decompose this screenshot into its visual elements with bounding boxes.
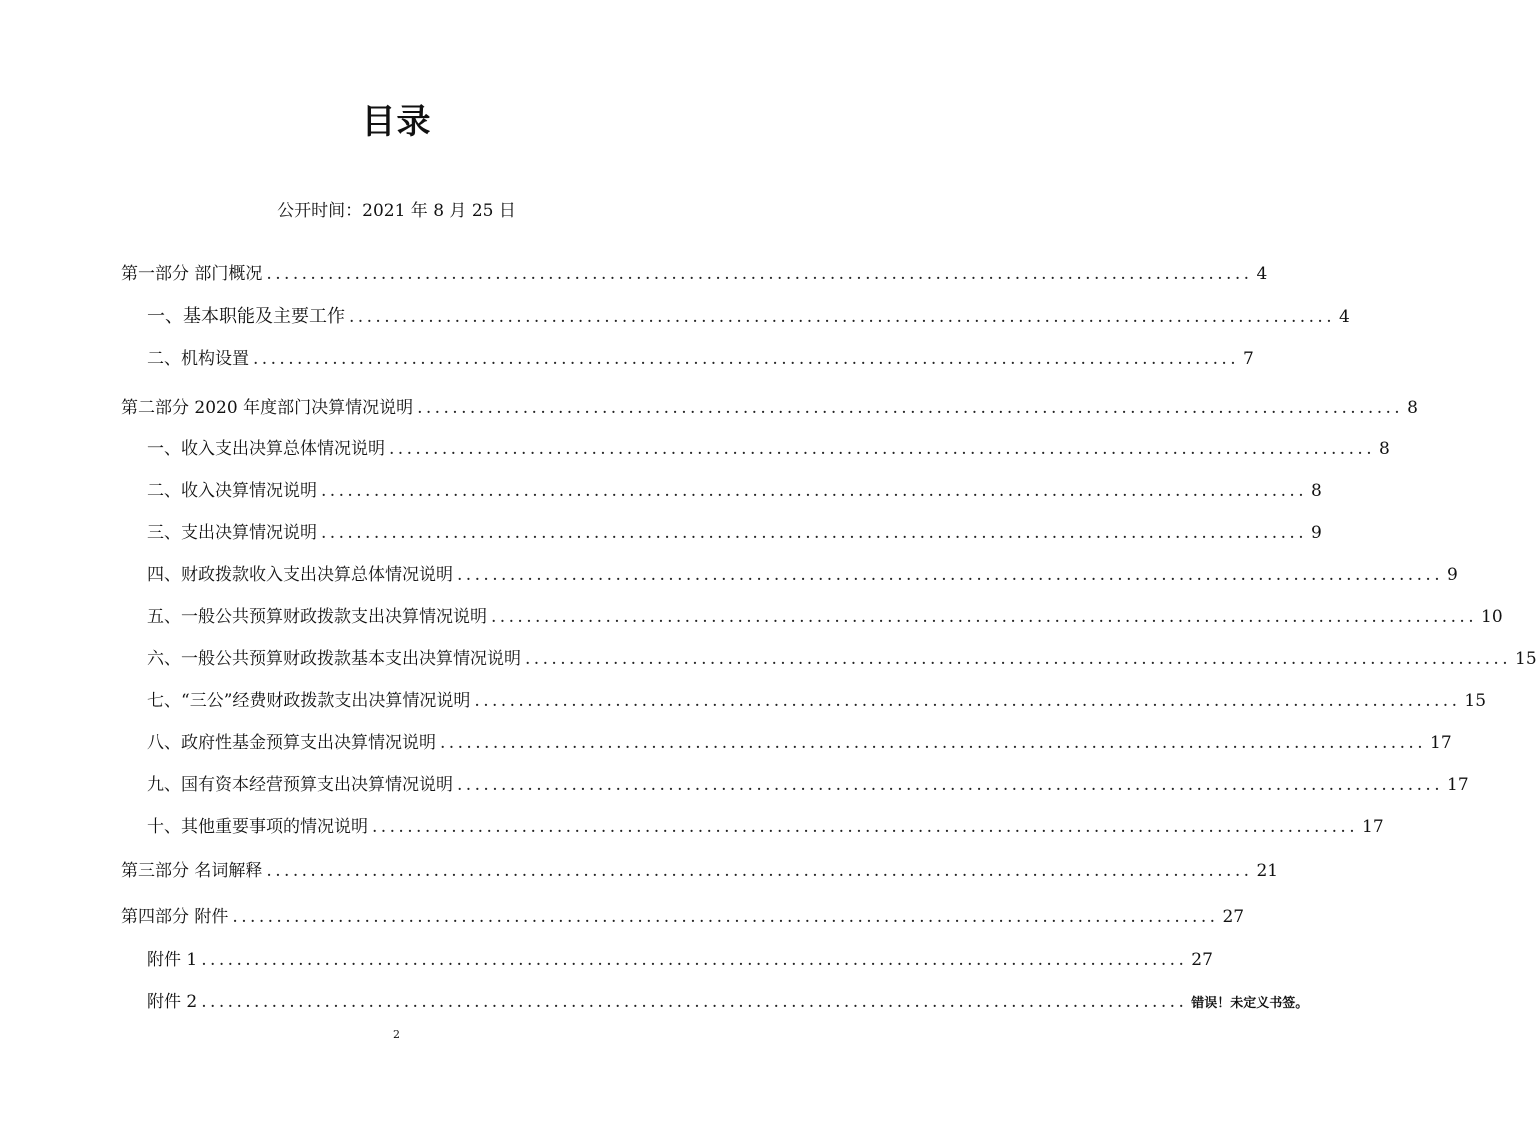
publish-date: 公开时间：2021 年 8 月 25 日 (277, 201, 516, 221)
toc-dot-leader: ................................................................................................................ (201, 992, 1188, 1012)
toc-dot-leader: ................................................................................................................ (389, 439, 1376, 459)
page-number: 2 (393, 1028, 400, 1041)
toc-entry-2-5[interactable] (147, 605, 1503, 629)
toc-page-number: 15 (1464, 691, 1487, 711)
toc-page-number: 7 (1243, 349, 1254, 369)
toc-entry-2-2[interactable] (147, 479, 1322, 503)
toc-dot-leader: ................................................................................................................ (474, 691, 1461, 711)
toc-page-number: 8 (1311, 481, 1322, 501)
toc-entry-part-1[interactable] (121, 262, 1268, 286)
toc-dot-leader: ................................................................................................................ (253, 349, 1240, 369)
toc-entry-2-10[interactable] (147, 815, 1384, 839)
toc-page-number: 8 (1407, 398, 1418, 418)
toc-entry-2-1[interactable] (147, 437, 1390, 461)
toc-entry-text: 第二部分 2020 年度部门决算情况说明 (121, 398, 414, 418)
toc-entry-text: 一、收入支出决算总体情况说明 (147, 439, 385, 459)
toc-dot-leader: ................................................................................................................ (457, 775, 1444, 795)
toc-entry-text: 二、机构设置 (147, 349, 249, 369)
toc-entry-2-7[interactable] (147, 689, 1487, 713)
toc-entry-text: 八、政府性基金预算支出决算情况说明 (147, 733, 436, 753)
toc-page-number: 4 (1256, 264, 1268, 284)
toc-entry-text: 附件 2 (147, 992, 198, 1012)
toc-dot-leader: ................................................................................................................ (372, 817, 1359, 837)
toc-entry-2-8[interactable] (147, 731, 1452, 755)
toc-page-number: 17 (1430, 733, 1452, 753)
toc-entry-2-6[interactable] (147, 647, 1537, 671)
toc-entry-text: 第三部分 名词解释 (121, 861, 263, 881)
toc-entry-part-3[interactable] (121, 859, 1279, 883)
toc-entry-text: 附件 1 (147, 950, 198, 970)
toc-page-number: 15 (1515, 649, 1537, 669)
toc-page-number: 8 (1379, 439, 1390, 459)
toc-entry-text: 六、一般公共预算财政拨款基本支出决算情况说明 (147, 649, 521, 669)
toc-entry-1-1[interactable] (147, 305, 1350, 329)
toc-entry-2-3[interactable] (147, 521, 1322, 545)
toc-entry-2-4[interactable] (147, 563, 1458, 587)
toc-page-number: 10 (1481, 607, 1503, 627)
toc-entry-text: 第四部分 附件 (121, 907, 229, 927)
toc-dot-leader: ................................................................................................................ (525, 649, 1512, 669)
toc-dot-leader: ................................................................................................................ (321, 481, 1308, 501)
toc-entry-text: 四、财政拨款收入支出决算总体情况说明 (147, 565, 453, 585)
toc-dot-leader: ................................................................................................................ (440, 733, 1427, 753)
toc-entry-text: 十、其他重要事项的情况说明 (147, 817, 368, 837)
toc-entry-text: 第一部分 部门概况 (121, 264, 263, 284)
toc-page-number: 27 (1222, 907, 1245, 927)
toc-dot-leader: ................................................................................................................ (321, 523, 1308, 543)
toc-entry-text: 七、“三公”经费财政拨款支出决算情况说明 (147, 691, 471, 711)
toc-entry-text: 二、收入决算情况说明 (147, 481, 317, 501)
toc-dot-leader: ................................................................................................................ (491, 607, 1478, 627)
toc-bookmark-error: 错误！未定义书签。 (1191, 996, 1309, 1011)
page-title: 目录 (361, 102, 432, 142)
toc-entry-part-2[interactable] (121, 396, 1418, 420)
toc-dot-leader: ................................................................................................................ (349, 307, 1336, 327)
toc-page-number: 27 (1191, 950, 1213, 970)
toc-page-number: 17 (1447, 775, 1469, 795)
toc-dot-leader: ................................................................................................................ (266, 861, 1253, 881)
toc-page-number: 17 (1362, 817, 1384, 837)
toc-entry-4-2[interactable] (147, 990, 1309, 1014)
toc-entry-text: 一、基本职能及主要工作 (147, 306, 345, 327)
toc-entry-text: 五、一般公共预算财政拨款支出决算情况说明 (147, 607, 487, 627)
toc-entry-2-9[interactable] (147, 773, 1469, 797)
toc-entry-text: 九、国有资本经营预算支出决算情况说明 (147, 775, 453, 795)
toc-dot-leader: ................................................................................................................ (201, 950, 1188, 970)
toc-dot-leader: ................................................................................................................ (417, 398, 1404, 418)
toc-page-number: 9 (1311, 523, 1322, 543)
toc-dot-leader: ................................................................................................................ (457, 565, 1444, 585)
toc-dot-leader: ................................................................................................................ (266, 264, 1253, 284)
toc-entry-4-1[interactable] (147, 948, 1213, 972)
toc-entry-part-4[interactable] (121, 905, 1245, 929)
toc-page-number: 9 (1447, 565, 1458, 585)
toc-page-number: 4 (1339, 307, 1350, 327)
toc-entry-text: 三、支出决算情况说明 (147, 523, 317, 543)
toc-page-number: 21 (1256, 861, 1279, 881)
toc-dot-leader: ................................................................................................................ (232, 907, 1219, 927)
toc-entry-1-2[interactable] (147, 347, 1254, 371)
